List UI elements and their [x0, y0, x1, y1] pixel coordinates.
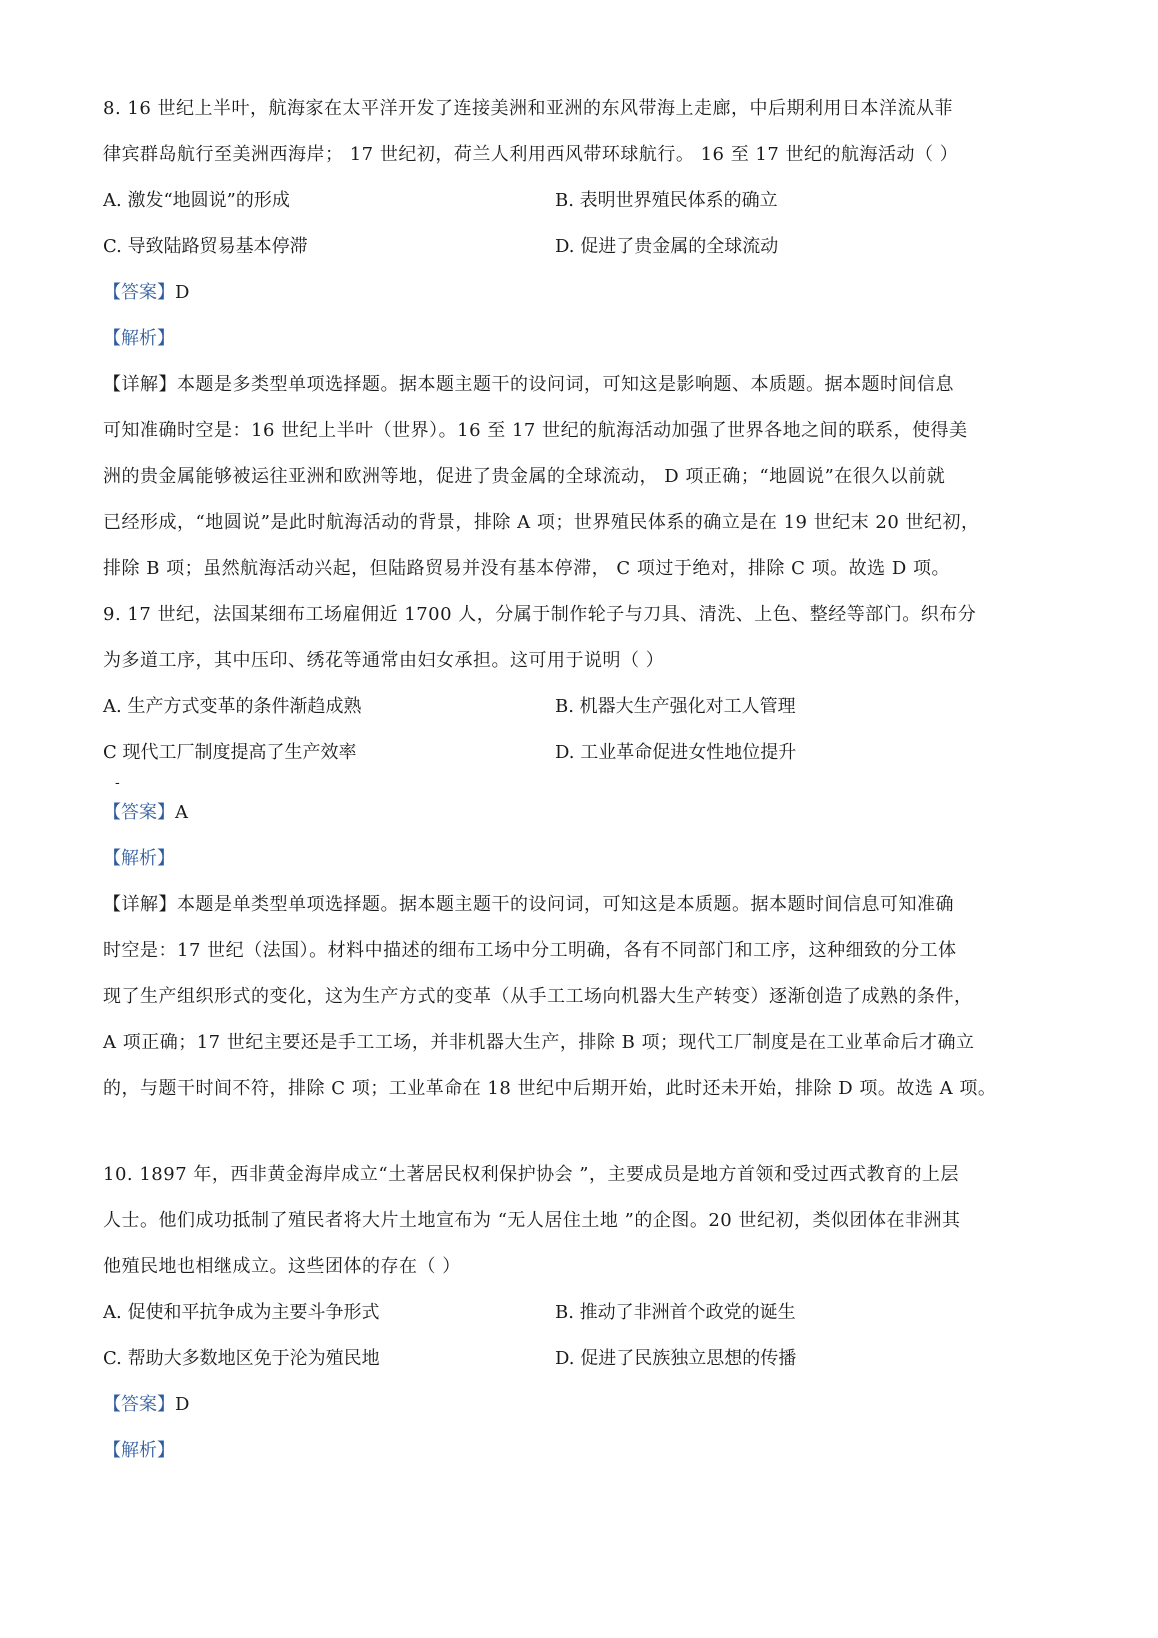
answer-line — [103, 790, 1058, 836]
question-stem-line: 他殖民地也相继成立。这些团体的存在（ ） — [103, 1256, 461, 1277]
detail-line: 洲的贵金属能够被运往亚洲和欧洲等地，促进了贵金属的全球流动， D 项正确；“地圆说”在很久以前就 — [103, 466, 946, 487]
answer-line — [103, 270, 1058, 316]
analysis-label: 【解析】 — [103, 328, 175, 349]
answer-line — [103, 1382, 1058, 1428]
question-stem-line: 为多道工序，其中压印、绣花等通常由妇女承担。这可用于说明（ ） — [103, 650, 665, 671]
question-stem-line: 9. 17 世纪，法国某细布工场雇佣近 1700 人，分属于制作轮子与刀具、清洗、上色、整经等部门。织布分 — [103, 604, 977, 625]
detail-line: 可知准确时空是：16 世纪上半叶（世界）。16 至 17 世纪的航海活动加强了世界各地之间的联系，使得美 — [103, 420, 968, 441]
analysis-label: 【解析】 — [103, 848, 175, 869]
question-8 — [103, 0, 1058, 592]
question-stem-line: 8. 16 世纪上半叶，航海家在太平洋开发了连接美洲和亚洲的东风带海上走廊，中后期利用日本洋流从菲 — [103, 98, 954, 119]
option-d: D. 工业革命促进女性地位提升 — [555, 742, 797, 763]
detail-explanation — [103, 362, 1058, 592]
option-a: A. 生产方式变革的条件渐趋成熟 — [103, 696, 362, 717]
options-grid — [103, 684, 1058, 776]
analysis-label: 【解析】 — [103, 1440, 175, 1461]
question-stem-line: 律宾群岛航行至美洲西海岸； 17 世纪初，荷兰人利用西风带环球航行。 16 至 17 世纪的航海活动（ ） — [103, 144, 959, 165]
answer-value: D — [175, 1394, 190, 1415]
answer-label: 【答案】 — [103, 802, 175, 823]
detail-line: A 项正确；17 世纪主要还是手工工场，并非机器大生产，排除 B 项；现代工厂制度是在工业革命后才确立 — [103, 1032, 975, 1053]
question-stem-line: 10. 1897 年，西非黄金海岸成立“土著居民权利保护协会 ”，主要成员是地方首领和受过西式教育的上层 — [103, 1164, 959, 1185]
detail-explanation — [103, 882, 1058, 1112]
option-a: A. 促使和平抗争成为主要斗争形式 — [103, 1302, 380, 1323]
option-b: B. 表明世界殖民体系的确立 — [555, 190, 778, 211]
answer-label: 【答案】 — [103, 1394, 175, 1415]
detail-line: 的，与题干时间不符，排除 C 项；工业革命在 18 世纪中后期开始，此时还未开始，排除 D 项。故选 A 项。 — [103, 1078, 997, 1099]
option-d: D. 促进了贵金属的全球流动 — [555, 236, 779, 257]
detail-line: 时空是：17 世纪（法国）。材料中描述的细布工场中分工明确，各有不同部门和工序，这种细致的分工体 — [103, 940, 957, 961]
answer-value: D — [175, 282, 190, 303]
detail-line: 现了生产组织形式的变化，这为生产方式的变革（从手工工场向机器大生产转变）逐渐创造了成熟的条件， — [103, 986, 973, 1007]
detail-line: 【详解】本题是多类型单项选择题。据本题主题干的设问词，可知这是影响题、本质题。据本题时间信息 — [103, 374, 954, 395]
answer-label: 【答案】 — [103, 282, 175, 303]
question-stem-line: 人士。他们成功抵制了殖民者将大片土地宣布为 “无人居住土地 ”的企图。20 世纪初，类似团体在非洲其 — [103, 1210, 961, 1231]
option-b: B. 机器大生产强化对工人管理 — [555, 696, 796, 717]
question-9 — [103, 592, 1058, 1112]
options-grid — [103, 1290, 1058, 1382]
detail-line: 排除 B 项；虽然航海活动兴起，但陆路贸易并没有基本停滞， C 项过于绝对，排除 C 项。故选 D 项。 — [103, 558, 950, 579]
section-gap — [103, 1112, 1058, 1152]
options-grid — [103, 178, 1058, 270]
option-b: B. 推动了非洲首个政党的诞生 — [555, 1302, 796, 1323]
option-d: D. 促进了民族独立思想的传播 — [555, 1348, 797, 1369]
option-c: C 现代工厂制度提高了生产效率 — [103, 742, 357, 763]
answer-value: A — [175, 802, 188, 823]
option-c: C. 导致陆路贸易基本停滞 — [103, 236, 308, 257]
stray-mark: - — [115, 775, 120, 791]
option-c: C. 帮助大多数地区免于沦为殖民地 — [103, 1348, 380, 1369]
detail-line: 【详解】本题是单类型单项选择题。据本题主题干的设问词，可知这是本质题。据本题时间信息可知准确 — [103, 894, 954, 915]
detail-line: 已经形成，“地圆说”是此时航海活动的背景，排除 A 项；世界殖民体系的确立是在 19 世纪末 20 世纪初， — [103, 512, 980, 533]
option-a: A. 激发“地圆说”的形成 — [103, 190, 290, 211]
question-10 — [103, 1152, 1058, 1474]
